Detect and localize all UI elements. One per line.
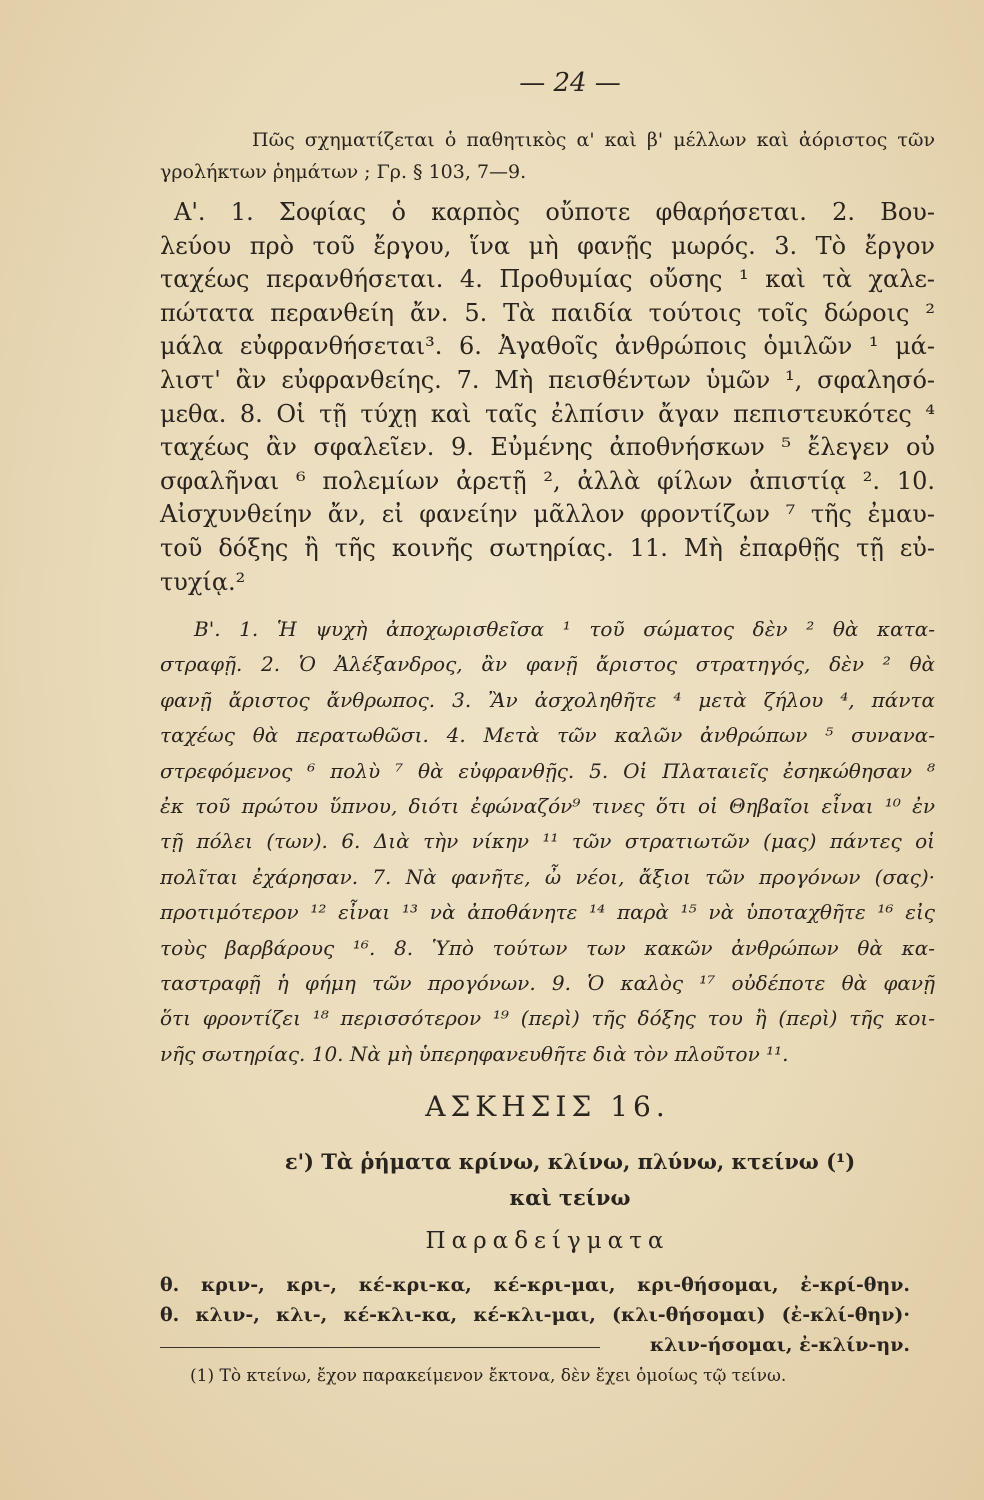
exercise-a-line: ταχέως περανθήσεται. 4. Προθυμίας οὔσης ¹ καὶ τὰ χαλε-	[160, 265, 935, 294]
exercise-b-line: πολῖται ἐχάρησαν. 7. Νὰ φανῆτε, ὦ νέοι, ἄξιοι τῶν προγόνων (σας)·	[160, 864, 935, 889]
exercise-b-line: στραφῇ. 2. Ὁ Ἀλέξανδρος, ἂν φανῇ ἄριστος στρατηγός, δὲν ² θὰ	[160, 652, 935, 677]
exercise-b-line: τῇ πόλει (των). 6. Διὰ τὴν νίκην ¹¹ τῶν στρατιωτῶν (μας) πάντες οἱ	[160, 829, 935, 854]
footnote-rule	[160, 1347, 600, 1348]
page-number: — 24 —	[519, 68, 621, 98]
exercise-b-line: τοὺς βαρβάρους ¹⁶. 8. Ὑπὸ τούτων των κακῶν ἀνθρώπων θὰ κα-	[160, 935, 935, 960]
exercise-a-line: σφαλῆναι ⁶ πολεμίων ἀρετῇ ², ἀλλὰ φίλων ἀπιστίᾳ ². 10.	[160, 466, 935, 495]
exercise-b-line: ταστραφῇ ἡ φήμη τῶν προγόνων. 9. Ὁ καλὸς ¹⁷ οὐδέποτε θὰ φανῇ	[160, 970, 935, 995]
examples-title: Παραδείγματα	[425, 1228, 670, 1254]
exercise-a-line: τοῦ δόξης ἢ τῆς κοινῆς σωτηρίας. 11. Μὴ ἐπαρθῇς τῇ εὐ-	[160, 533, 935, 562]
paradigm-line: κλιν-ήσομαι, ἐ-κλίν-ην.	[649, 1334, 910, 1356]
intro-line: γρολήκτων ῥημάτων ; Γρ. § 103, 7—9.	[160, 161, 527, 183]
exercise-b-line: προτιμότερον ¹² εἶναι ¹³ νὰ ἀποθάνητε ¹⁴ παρὰ ¹⁵ νὰ ὑποταχθῆτε ¹⁶ εἰς	[160, 900, 935, 925]
paradigm-line: θ. κλιν-, κλι-, κέ-κλι-κα, κέ-κλι-μαι, (κλι-θήσομαι) (ἐ-κλί-θην)·	[160, 1304, 910, 1326]
exercise-b-line: Β'. 1. Ἡ ψυχὴ ἀποχωρισθεῖσα ¹ τοῦ σώματος δὲν ² θὰ κατα-	[194, 617, 935, 641]
exercise-b-line: στρεφόμενος ⁶ πολὺ ⁷ θὰ εὐφρανθῇς. 5. Οἱ Πλαταιεῖς ἐσηκώθησαν ⁸	[160, 758, 935, 783]
exercise-a-line: λιστ' ἂν εὐφρανθείης. 7. Μὴ πεισθέντων ὑμῶν ¹, σφαλησό-	[160, 365, 935, 394]
exercise-a-line: πώτατα περανθείη ἄν. 5. Τὰ παιδία τούτοις τοῖς δώροις ²	[160, 298, 935, 327]
exercise-b-line: ταχέως θὰ περατωθῶσι. 4. Μετὰ τῶν καλῶν ἀνθρώπων ⁵ συνανα-	[160, 723, 935, 748]
exercise-b-line: φανῇ ἄριστος ἄνθρωπος. 3. Ἂν ἀσχοληθῆτε ⁴ μετὰ ζήλου ⁴, πάντα	[160, 687, 935, 712]
intro-line: Πῶς σχηματίζεται ὁ παθητικὸς α' καὶ β' μέλλων καὶ ἀόριστος τῶν	[252, 129, 935, 151]
section-subheading	[180, 1144, 960, 1216]
exercise-b-modern-greek	[160, 612, 935, 1072]
exercise-b-line: νῆς σωτηρίας. 10. Νὰ μὴ ὑπερηφανευθῆτε διὰ τὸν πλοῦτον ¹¹.	[160, 1041, 789, 1066]
intro-question	[160, 124, 935, 188]
exercise-a-line: Αἰσχυνθείην ἄν, εἰ φανείην μᾶλλον φροντίζων ⁷ τῆς ἐμαυ-	[160, 500, 935, 529]
subheading-line: καὶ τείνω	[509, 1185, 631, 1210]
subheading-line: ε') Τὰ ῥήματα κρίνω, κλίνω, πλύνω, κτείνω (¹)	[284, 1149, 856, 1174]
exercise-a-line: ταχέως ἂν σφαλεῖεν. 9. Εὐμένης ἀποθνήσκων ⁵ ἔλεγεν οὐ	[160, 433, 935, 462]
exercise-a-line: μάλα εὐφρανθήσεται³. 6. Ἀγαθοῖς ἀνθρώποις ὁμιλῶν ¹ μά-	[160, 332, 935, 361]
exercise-a-line: λεύου πρὸ τοῦ ἔργου, ἵνα μὴ φανῇς μωρός. 3. Τὸ ἔργον	[160, 231, 935, 260]
exercise-a-line: τυχίᾳ.²	[160, 567, 246, 596]
exercise-a-ancient-greek	[160, 196, 935, 599]
footnote: (1) Τὸ κτείνω, ἔχον παρακείμενον ἔκτονα, δὲν ἔχει ὁμοίως τῷ τείνω.	[190, 1366, 787, 1386]
exercise-b-line: ἐκ τοῦ πρώτου ὕπνου, διότι ἐφώναζόν⁹ τινες ὅτι οἱ Θηβαῖοι εἶναι ¹⁰ ἐν	[160, 793, 935, 818]
exercise-a-line: μεθα. 8. Οἱ τῇ τύχῃ καὶ ταῖς ἐλπίσιν ἄγαν πεπιστευκότες ⁴	[160, 399, 935, 428]
exercise-b-line: ὅτι φροντίζει ¹⁸ περισσότερον ¹⁹ (περὶ) τῆς δόξης του ἢ (περὶ) τῆς κοι-	[160, 1006, 935, 1031]
exercise-a-line: Α'. 1. Σοφίας ὁ καρπὸς οὔποτε φθαρήσεται. 2. Βου-	[174, 198, 935, 226]
paradigm-line: θ. κριν-, κρι-, κέ-κρι-κα, κέ-κρι-μαι, κρι-θήσομαι, ἐ-κρί-θην.	[160, 1274, 910, 1296]
exercise-heading: ΑΣΚΗΣΙΣ 16.	[425, 1090, 670, 1123]
